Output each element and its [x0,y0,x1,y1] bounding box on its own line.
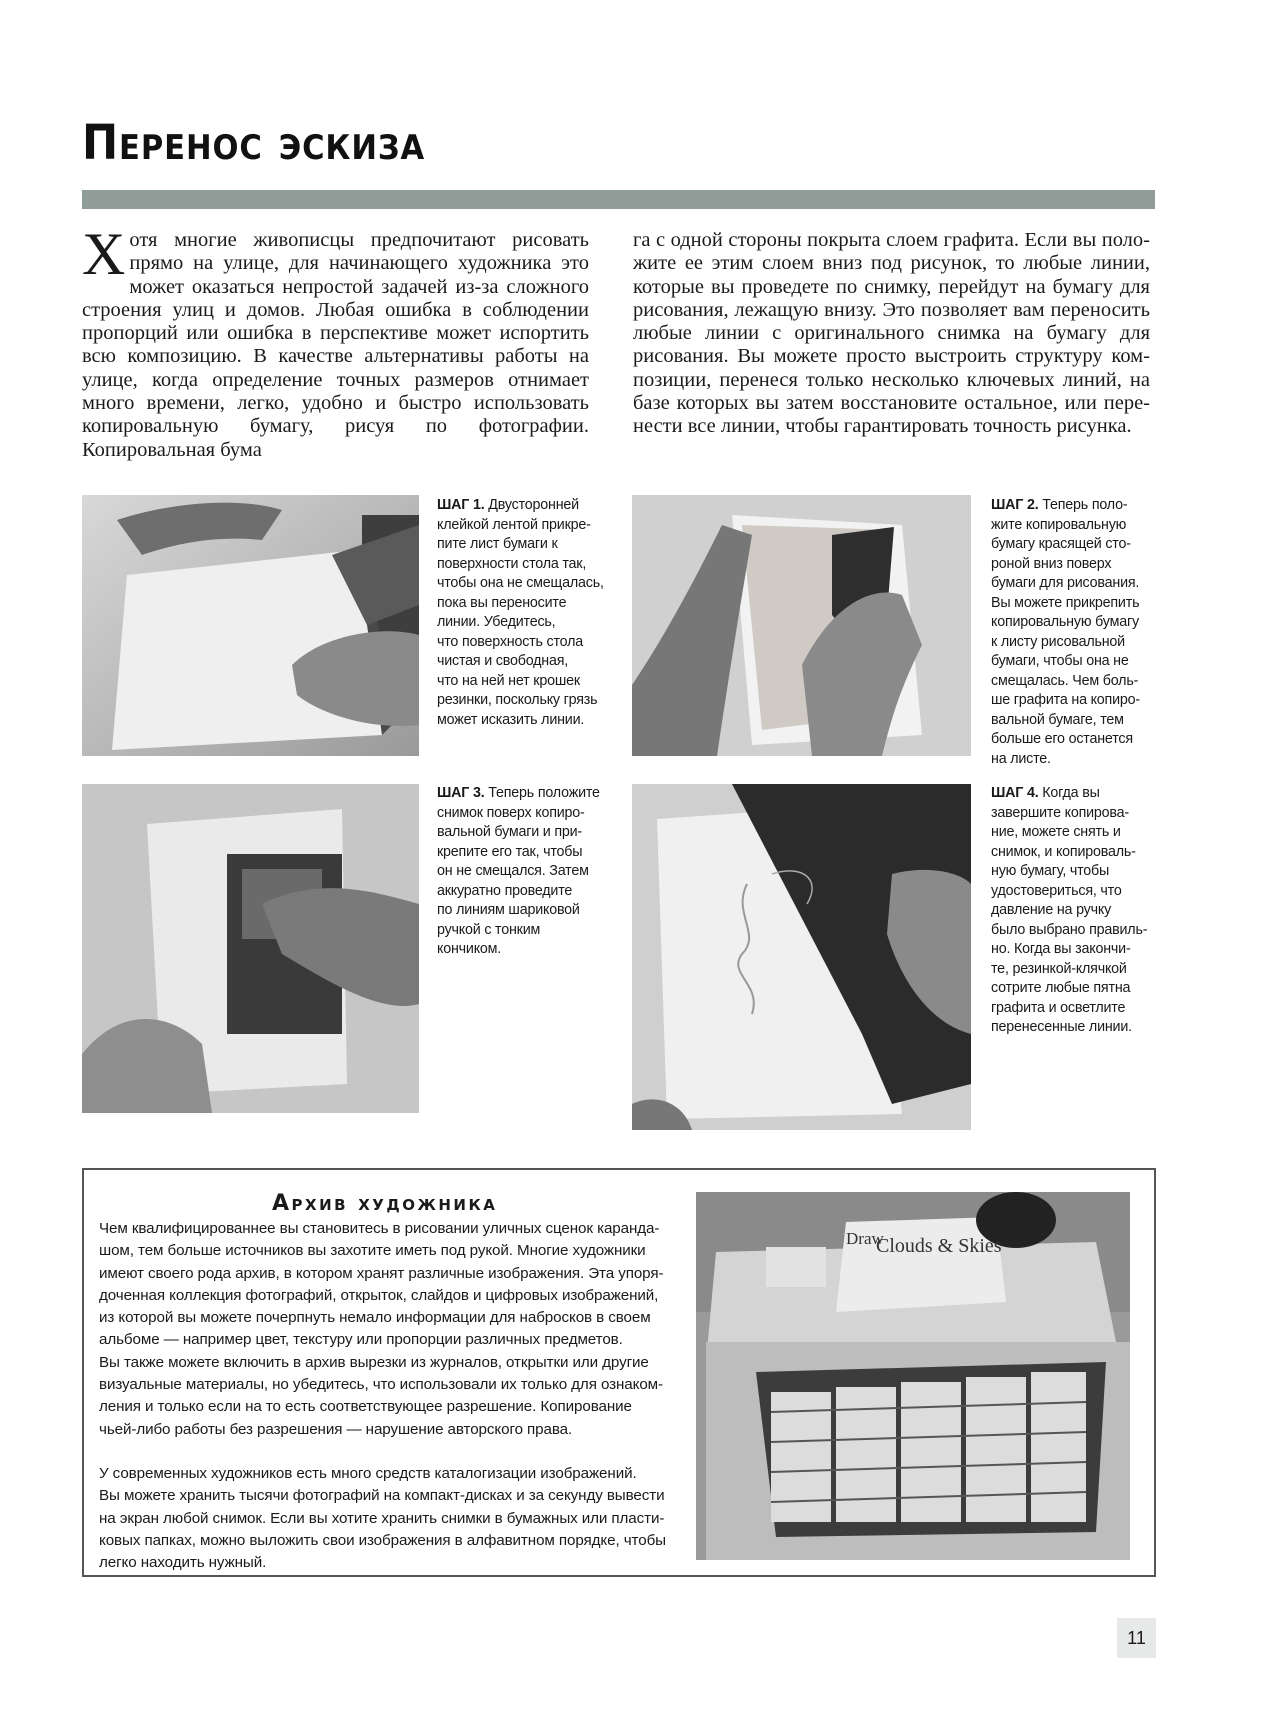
title-rule [82,190,1155,209]
step-1-caption: ШАГ 1. Двусторонней клейкой лентой прикре- пите лист бумаги к поверхности стола так, чтобы она не смещалась, пока вы переносите линии. Убедитесь, что поверхность стола чистая и свободная, что на ней нет крошек резинки, поскольку грязь может исказить линии. [437,497,604,728]
intro-right-column: га с одной стороны покрыта слоем графита. Если вы положите ее этим слоем вниз под рисунок, то любые линии, которые вы проведете по снимку, перейдут на бумагу для рисования, лежащую внизу. Это позволяет вам переносить любые линии с оригинального снимка на бумагу для рисования. Вы можете просто выстроить структуру композиции, перенеся только несколько ключевых линий, на базе которых вы затем восстановите остальное, или перенести все линии, чтобы гарантировать точность рисунка. [633,229,1150,438]
step-2-photo [632,495,971,756]
step-4-caption: ШАГ 4. Когда вы завершите копирова- ние, можете снять и снимок, и копироваль- ную бумагу, чтобы удостовериться, что давление на ручку было выбрано правиль- но. Когда вы закончи- те, резинкой-клячкой сотрите любые пятна графита и осветлите перенесенные линии. [991,785,1148,1035]
step-2-label: ШАГ 2. [991,497,1039,513]
page-title: Перенос эскиза [82,115,426,171]
archive-title: Архив художника [272,1191,498,1216]
book-title-partial: Draw [846,1229,884,1248]
page-number: 11 [1117,1618,1156,1658]
intro-left-text: отя многие живописцы предпочитают рисовать прямо на улице, для начинающего художника это может оказаться непростой задачей из-за сложного строения улиц и домов. Любая ошибка в соблюдении пропорций или ошибка в перспективе может испортить всю композицию. В качестве альтернативы работы на улице, когда определение точных размеров отнимает много времени, легко, удобно и быстро использовать копировальную бумагу, рисуя по фотографии. Копировальная бума [82,229,589,461]
archive-drawer-photo [696,1192,1130,1560]
step-3-label: ШАГ 3. [437,785,485,801]
drop-cap: Х [82,221,126,287]
step-4-label: ШАГ 4. [991,785,1039,801]
step-1-label: ШАГ 1. [437,497,485,513]
archive-text: Чем квалифицированнее вы становитесь в рисовании уличных сценок каранда- шом, тем больше источников вы захотите иметь под рукой. Многие художники имеют своего рода архив, в котором хранят различные изображения. Эта упоря- доченная коллекция фотографий, открыток, слайдов и цифровых изображений, из которой вы можете почерпнуть немало информации для набросков в своем альбоме — например цвет, текстуру или пропорции различных предметов. Вы также можете включить в архив вырезки из журналов, открытки или другие визуальные материалы, но убедитесь, что использовали их только для ознаком- ления и только если на то есть соответствующее разрешение. Копирование чьей-либо работы без разрешения — нарушение авторского права. У современных художников есть много средств каталогизации изображений. Вы можете хранить тысячи фотографий на компакт-дисках и за секунду вывести на экран любой снимок. Если вы хотите хранить снимки в бумажных или пласти- ковых папках, можно выложить свои изображения в алфавитном порядке, чтобы легко находить нужный. [99,1220,666,1572]
step-2-caption: ШАГ 2. Теперь поло- жите копировальную бумагу красящей сто- роной вниз поверх бумаги для рисования. Вы можете прикрепить копировальную бумагу к листу рисовальной бумаги, чтобы она не смещалась. Чем боль- ше графита на копиро- вальной бумаге, тем больше его останется на листе. [991,497,1140,767]
book-title: Clouds & Skies [876,1235,1002,1257]
intro-left-column [82,221,589,462]
step-4-photo [632,784,971,1130]
step-3-photo [82,784,419,1113]
step-1-photo [82,495,419,756]
step-3-caption: ШАГ 3. Теперь положите снимок поверх копиро- вальной бумаги и при- крепите его так, чтобы он не смещался. Затем аккуратно проведите по линиям шариковой ручкой с тонким кончиком. [437,785,600,957]
